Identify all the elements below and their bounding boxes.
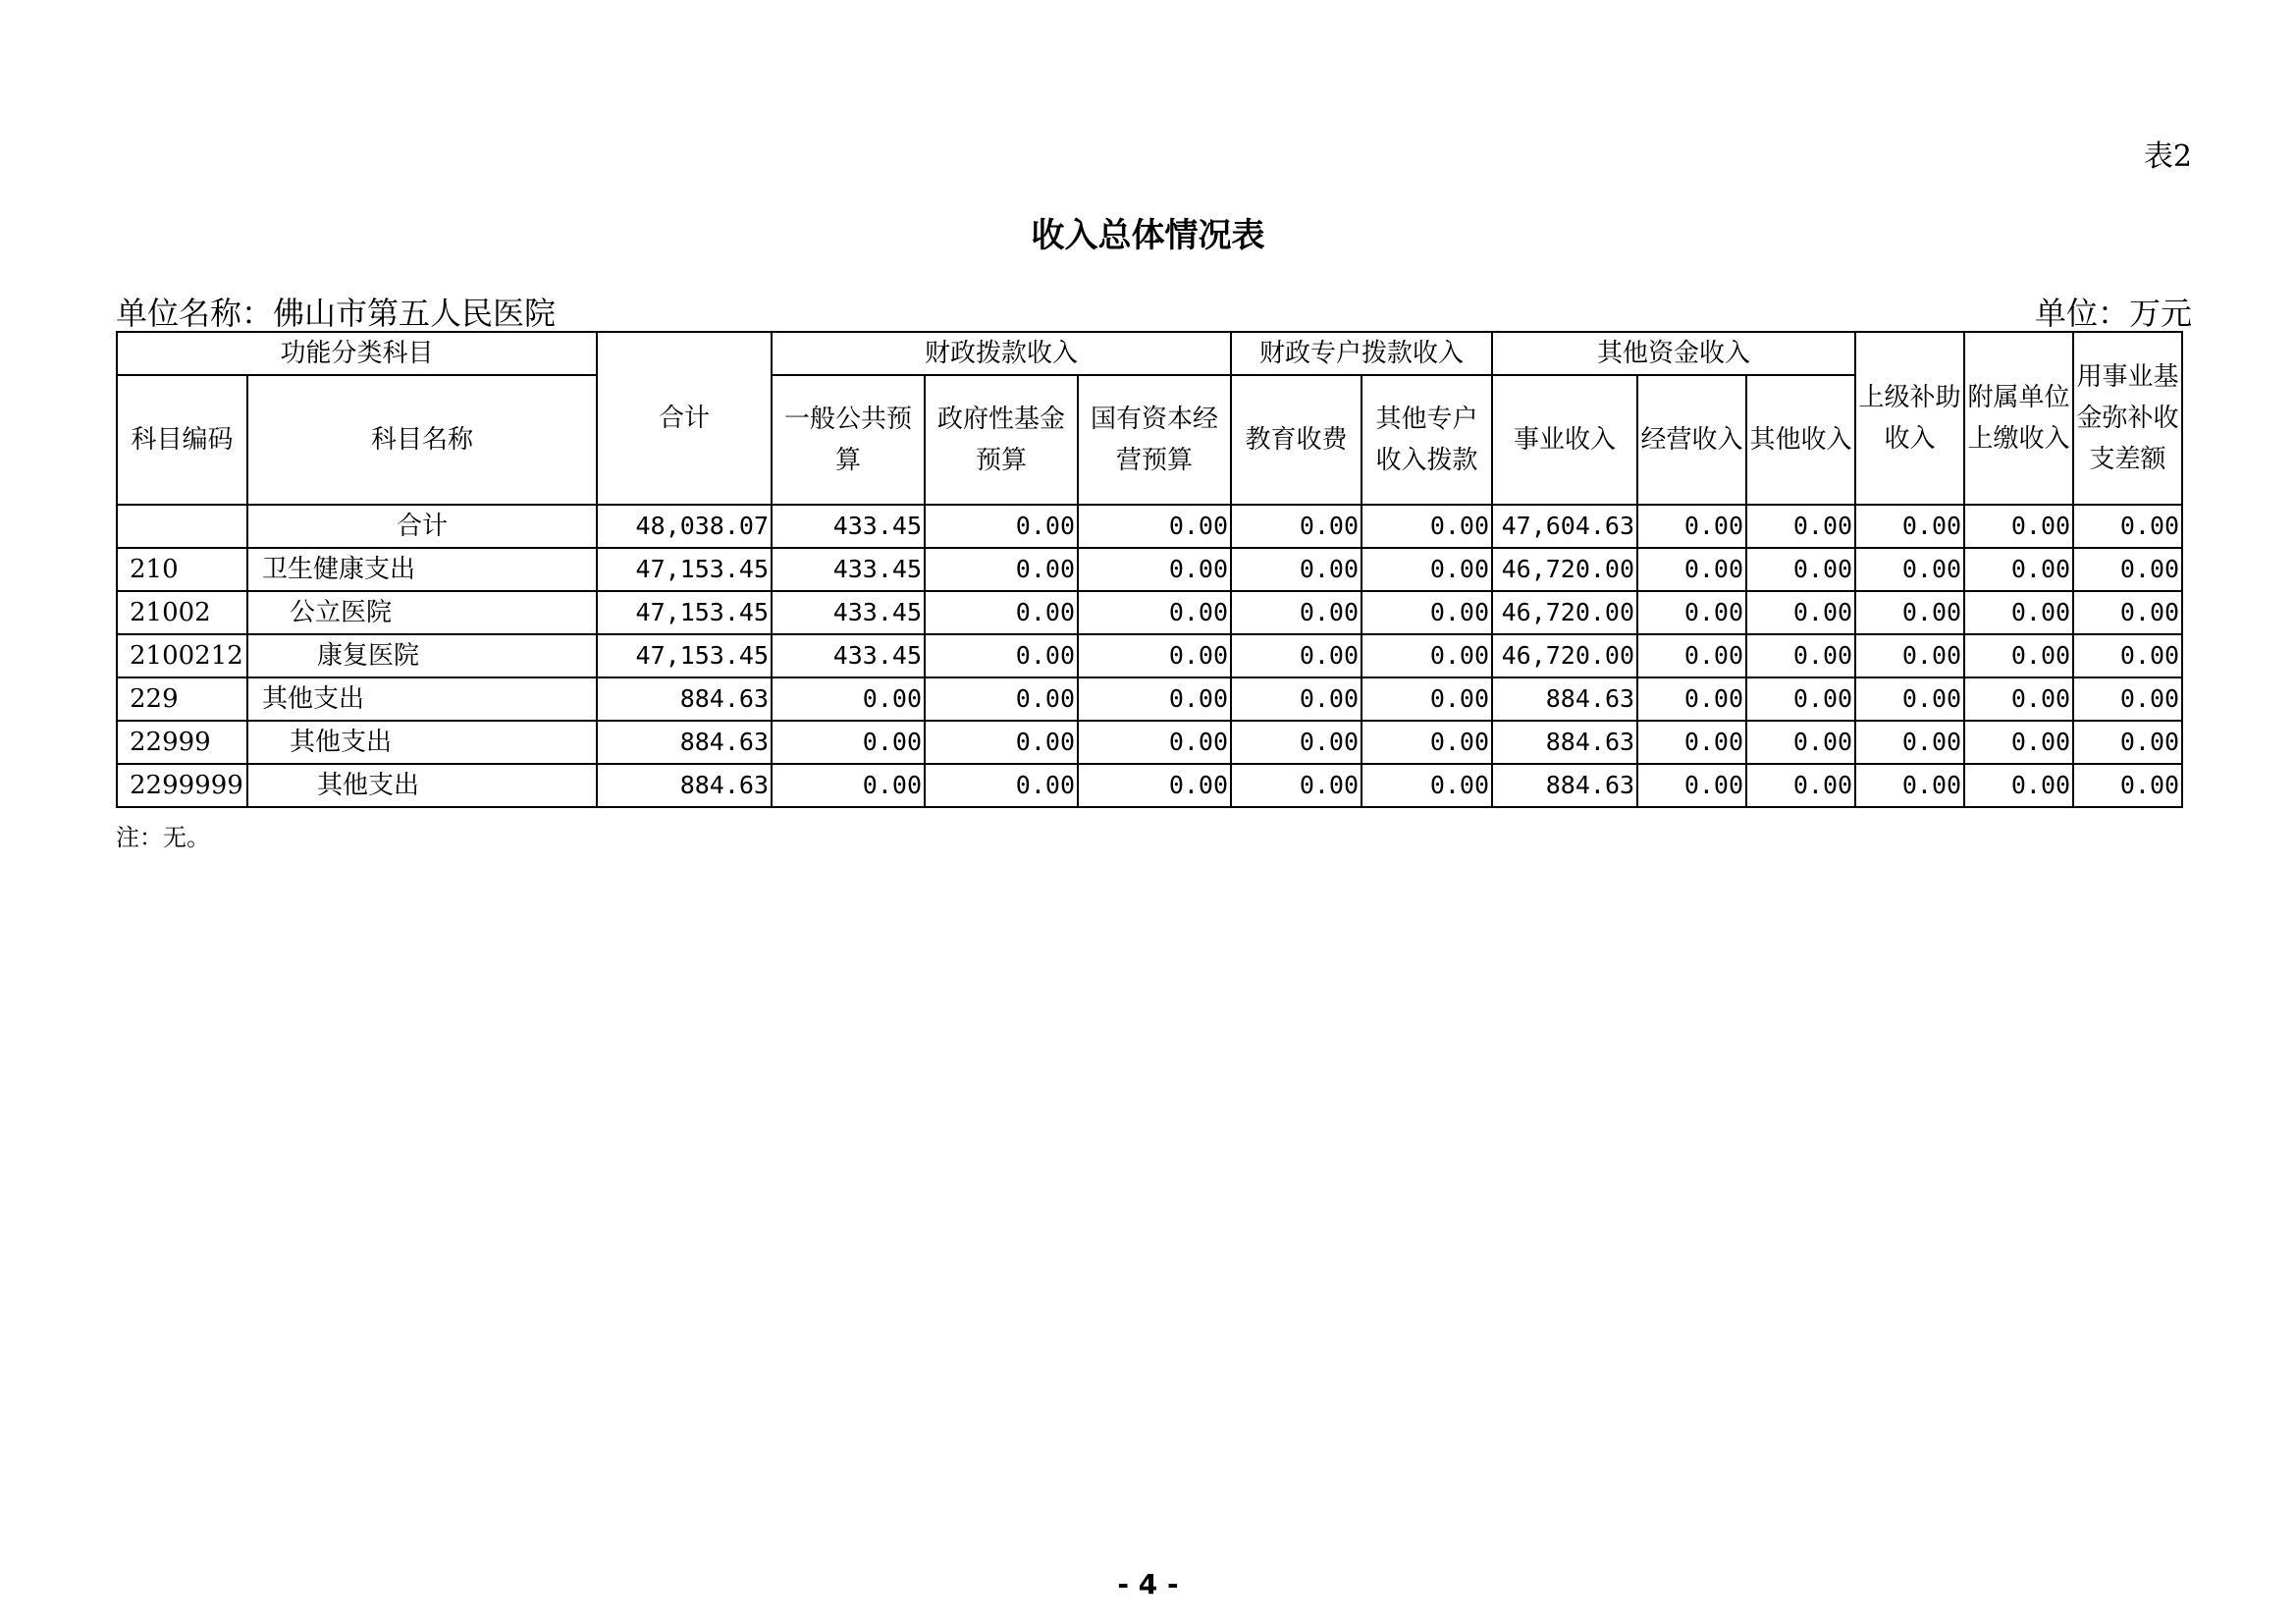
cell-value: 0.00 [1746,677,1855,721]
cell-value: 0.00 [1746,634,1855,677]
cell-value: 0.00 [1855,591,1964,634]
cell-value: 46,720.00 [1492,591,1637,634]
cell-code: 210 [117,548,247,591]
table-row [117,591,2182,634]
cell-value: 0.00 [1078,677,1231,721]
income-summary-table [116,331,2183,808]
cell-value: 0.00 [1231,505,1362,548]
cell-value: 0.00 [772,721,925,764]
cell-value: 0.00 [1231,677,1362,721]
table-note: 注：无。 [116,824,210,851]
table-row [117,764,2182,807]
table-row [117,677,2182,721]
header-name: 科目名称 [247,375,597,505]
cell-value: 0.00 [2073,634,2182,677]
cell-value: 0.00 [2073,721,2182,764]
header-general-budget: 一般公共预算 [772,375,925,505]
cell-value: 46,720.00 [1492,548,1637,591]
cell-value: 0.00 [1746,721,1855,764]
cell-value: 884.63 [1492,764,1637,807]
cell-value: 0.00 [1964,677,2073,721]
table-row [117,505,2182,548]
cell-value: 0.00 [1855,721,1964,764]
cell-value: 0.00 [1964,634,2073,677]
cell-value: 0.00 [925,505,1078,548]
header-fund-offset: 用事业基金弥补收支差额 [2073,332,2182,505]
cell-code: 22999 [117,721,247,764]
header-total: 合计 [597,332,772,505]
cell-value: 0.00 [1231,548,1362,591]
cell-value: 0.00 [1231,634,1362,677]
cell-value: 0.00 [1637,764,1746,807]
cell-value: 0.00 [1637,677,1746,721]
cell-name: 其他支出 [247,764,597,807]
cell-value: 0.00 [2073,764,2182,807]
cell-code: 2100212 [117,634,247,677]
header-other-income: 其他收入 [1746,375,1855,505]
cell-value: 0.00 [1855,634,1964,677]
cell-value: 0.00 [1964,548,2073,591]
page-title: 收入总体情况表 [1031,216,1265,255]
header-superior-subsidy: 上级补助收入 [1855,332,1964,505]
cell-value: 0.00 [1078,764,1231,807]
cell-value: 433.45 [772,548,925,591]
cell-value: 0.00 [1231,591,1362,634]
cell-name: 其他支出 [247,721,597,764]
cell-value: 0.00 [2073,548,2182,591]
header-other-funds: 其他资金收入 [1492,332,1855,375]
cell-value: 0.00 [1078,721,1231,764]
table-row [117,634,2182,677]
unit-label: 单位：万元 [2034,295,2192,332]
header-fiscal-appropriation: 财政拨款收入 [772,332,1231,375]
cell-value: 0.00 [1855,505,1964,548]
cell-value: 0.00 [772,677,925,721]
cell-value: 0.00 [1746,505,1855,548]
header-edu-fee: 教育收费 [1231,375,1362,505]
cell-value: 0.00 [1855,548,1964,591]
cell-value: 0.00 [1964,591,2073,634]
cell-value: 0.00 [1964,764,2073,807]
cell-value: 0.00 [1362,721,1492,764]
cell-value: 0.00 [1231,721,1362,764]
table-row [117,548,2182,591]
cell-value: 0.00 [1964,721,2073,764]
header-affiliate-income: 附属单位上缴收入 [1964,332,2073,505]
cell-value: 0.00 [1362,505,1492,548]
header-code: 科目编码 [117,375,247,505]
cell-code [117,505,247,548]
organization-name: 单位名称：佛山市第五人民医院 [116,295,557,332]
cell-value: 0.00 [1362,548,1492,591]
cell-value: 0.00 [925,634,1078,677]
cell-value: 884.63 [1492,721,1637,764]
cell-value: 48,038.07 [597,505,772,548]
cell-code: 229 [117,677,247,721]
cell-value: 433.45 [772,505,925,548]
cell-name: 合计 [247,505,597,548]
cell-value: 47,153.45 [597,634,772,677]
cell-value: 0.00 [772,764,925,807]
cell-value: 0.00 [925,591,1078,634]
cell-value: 0.00 [2073,591,2182,634]
cell-name: 其他支出 [247,677,597,721]
cell-value: 884.63 [597,721,772,764]
cell-value: 0.00 [925,764,1078,807]
cell-value: 0.00 [1746,591,1855,634]
cell-value: 433.45 [772,634,925,677]
cell-value: 0.00 [2073,677,2182,721]
cell-value: 0.00 [1855,677,1964,721]
cell-value: 0.00 [1078,505,1231,548]
page-number: - 4 - [1117,1568,1179,1600]
cell-value: 0.00 [1231,764,1362,807]
cell-value: 0.00 [1637,548,1746,591]
table-row [117,721,2182,764]
cell-value: 0.00 [925,677,1078,721]
cell-value: 433.45 [772,591,925,634]
cell-value: 0.00 [1362,677,1492,721]
cell-value: 0.00 [2073,505,2182,548]
cell-value: 0.00 [1964,505,2073,548]
cell-value: 0.00 [1078,634,1231,677]
cell-value: 47,153.45 [597,548,772,591]
cell-code: 2299999 [117,764,247,807]
cell-value: 0.00 [1078,548,1231,591]
cell-value: 884.63 [597,677,772,721]
cell-value: 0.00 [1362,591,1492,634]
cell-value: 47,604.63 [1492,505,1637,548]
cell-value: 0.00 [1637,634,1746,677]
header-operating-income: 经营收入 [1637,375,1746,505]
cell-name: 康复医院 [247,634,597,677]
cell-value: 47,153.45 [597,591,772,634]
header-gov-fund: 政府性基金预算 [925,375,1078,505]
cell-value: 0.00 [1746,764,1855,807]
cell-value: 0.00 [925,548,1078,591]
cell-value: 0.00 [1637,591,1746,634]
cell-value: 0.00 [1078,591,1231,634]
header-business-income: 事业收入 [1492,375,1637,505]
cell-value: 0.00 [1855,764,1964,807]
cell-value: 884.63 [1492,677,1637,721]
cell-value: 0.00 [1637,505,1746,548]
cell-value: 0.00 [1362,634,1492,677]
table-number: 表2 [2143,139,2192,174]
cell-value: 0.00 [1637,721,1746,764]
header-special-account: 财政专户拨款收入 [1231,332,1492,375]
cell-name: 公立医院 [247,591,597,634]
header-functional-category: 功能分类科目 [117,332,597,375]
header-other-special: 其他专户收入拨款 [1362,375,1492,505]
cell-value: 0.00 [1746,548,1855,591]
cell-value: 46,720.00 [1492,634,1637,677]
cell-value: 0.00 [925,721,1078,764]
cell-code: 21002 [117,591,247,634]
header-state-capital: 国有资本经营预算 [1078,375,1231,505]
cell-value: 0.00 [1362,764,1492,807]
cell-value: 884.63 [597,764,772,807]
cell-name: 卫生健康支出 [247,548,597,591]
